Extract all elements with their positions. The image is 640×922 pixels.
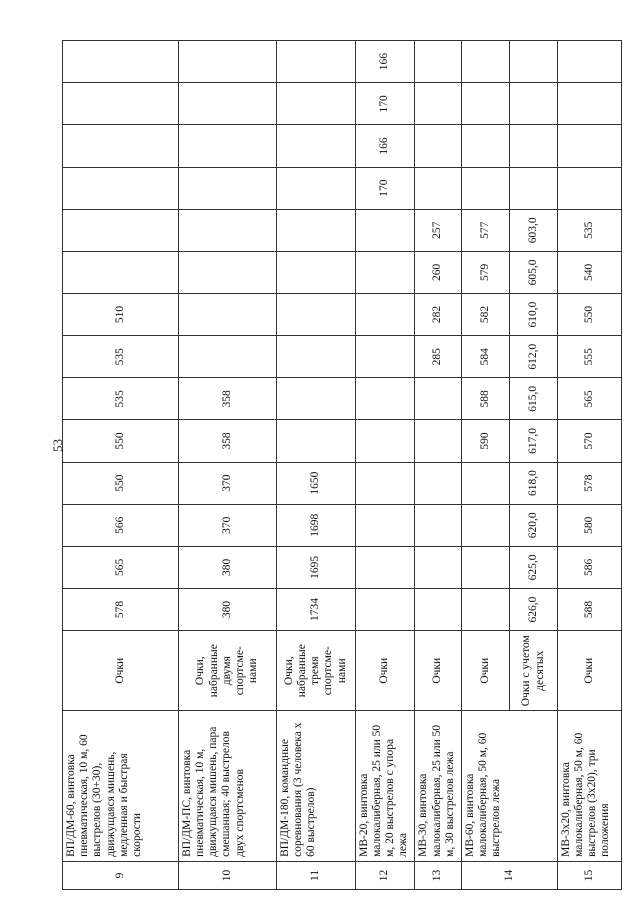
standards-table-wrapper xyxy=(62,40,622,890)
value-cell: 257 xyxy=(415,209,461,251)
table-row xyxy=(277,41,356,890)
discipline-description: ВП/ДМ-60, винтовка пневматическая, 10 м, 60 выстрелов (30+30), движущаяся мишень, медленная и быстрая скорости xyxy=(63,711,179,862)
value-cell xyxy=(415,588,461,630)
value-cell xyxy=(178,125,276,167)
value-cell-tenths: 615,0 xyxy=(510,378,558,420)
value-cell xyxy=(277,293,356,335)
value-cell xyxy=(355,546,415,588)
value-cell: 370 xyxy=(178,504,276,546)
value-cell xyxy=(557,167,621,209)
value-cell xyxy=(178,41,276,83)
value-cell xyxy=(355,336,415,378)
value-cell xyxy=(178,167,276,209)
value-cell: 566 xyxy=(63,504,179,546)
value-cell xyxy=(355,378,415,420)
value-cell: 588 xyxy=(557,588,621,630)
value-cell xyxy=(63,209,179,251)
value-cell xyxy=(415,420,461,462)
value-cell: 565 xyxy=(557,378,621,420)
value-cell-tenths xyxy=(510,167,558,209)
value-cell: 579 xyxy=(461,251,510,293)
value-cell: 380 xyxy=(178,546,276,588)
value-cell xyxy=(415,41,461,83)
row-number: 15 xyxy=(557,861,621,889)
value-cell: 535 xyxy=(557,209,621,251)
value-cell xyxy=(461,504,510,546)
value-cell xyxy=(63,251,179,293)
value-cell: 166 xyxy=(355,125,415,167)
value-cell: 510 xyxy=(63,293,179,335)
table-row xyxy=(415,41,461,890)
value-cell xyxy=(415,378,461,420)
score-type: Очки xyxy=(557,631,621,711)
value-cell xyxy=(461,462,510,504)
value-cell: 370 xyxy=(178,462,276,504)
table-row xyxy=(461,41,510,890)
value-cell-tenths xyxy=(510,41,558,83)
discipline-description: ВП/ДМ-180, командные соревнования (3 человека х 60 выстрелов) xyxy=(277,711,356,862)
value-cell xyxy=(557,125,621,167)
value-cell: 358 xyxy=(178,378,276,420)
value-cell: 358 xyxy=(178,420,276,462)
value-cell: 550 xyxy=(63,420,179,462)
value-cell xyxy=(415,504,461,546)
value-cell xyxy=(461,83,510,125)
value-cell-tenths xyxy=(510,125,558,167)
value-cell: 282 xyxy=(415,293,461,335)
value-cell xyxy=(277,251,356,293)
row-number: 11 xyxy=(277,861,356,889)
value-cell xyxy=(178,293,276,335)
row-number: 13 xyxy=(415,861,461,889)
table-row xyxy=(557,41,621,890)
value-cell: 590 xyxy=(461,420,510,462)
value-cell: 535 xyxy=(63,336,179,378)
value-cell xyxy=(277,336,356,378)
value-cell: 550 xyxy=(557,293,621,335)
row-number: 10 xyxy=(178,861,276,889)
score-type-tenths: Очки с учетом десятых xyxy=(510,631,558,711)
value-cell-tenths: 610,0 xyxy=(510,293,558,335)
page-number: 53 xyxy=(50,439,65,452)
row-number: 14 xyxy=(461,861,557,889)
value-cell-tenths: 625,0 xyxy=(510,546,558,588)
value-cell xyxy=(355,293,415,335)
value-cell-tenths: 620,0 xyxy=(510,504,558,546)
value-cell: 260 xyxy=(415,251,461,293)
value-cell xyxy=(63,167,179,209)
value-cell xyxy=(415,125,461,167)
table-row xyxy=(63,41,179,890)
value-cell: 285 xyxy=(415,336,461,378)
value-cell xyxy=(355,209,415,251)
value-cell xyxy=(178,209,276,251)
value-cell: 380 xyxy=(178,588,276,630)
value-cell: 535 xyxy=(63,378,179,420)
value-cell xyxy=(415,546,461,588)
value-cell: 584 xyxy=(461,336,510,378)
value-cell: 1698 xyxy=(277,504,356,546)
value-cell xyxy=(63,125,179,167)
value-cell: 578 xyxy=(63,588,179,630)
score-type: Очки xyxy=(63,631,179,711)
value-cell xyxy=(178,251,276,293)
value-cell xyxy=(63,41,179,83)
score-type: Очки xyxy=(355,631,415,711)
value-cell xyxy=(461,41,510,83)
value-cell: 540 xyxy=(557,251,621,293)
value-cell xyxy=(355,504,415,546)
value-cell xyxy=(461,167,510,209)
value-cell: 170 xyxy=(355,167,415,209)
value-cell xyxy=(178,336,276,378)
value-cell xyxy=(415,167,461,209)
value-cell: 555 xyxy=(557,336,621,378)
row-number: 9 xyxy=(63,861,179,889)
value-cell: 588 xyxy=(461,378,510,420)
table-row xyxy=(355,41,415,890)
discipline-description: ВП/ДМ-ПС, винтовка пневматическая, 10 м, движущаяся мишень, пара смешанная; 40 выстрелов двух спортсменов xyxy=(178,711,276,862)
value-cell: 580 xyxy=(557,504,621,546)
value-cell: 1650 xyxy=(277,462,356,504)
value-cell: 565 xyxy=(63,546,179,588)
value-cell xyxy=(355,462,415,504)
table-row xyxy=(178,41,276,890)
value-cell xyxy=(277,125,356,167)
value-cell: 1734 xyxy=(277,588,356,630)
value-cell: 570 xyxy=(557,420,621,462)
value-cell: 582 xyxy=(461,293,510,335)
value-cell-tenths xyxy=(510,83,558,125)
value-cell xyxy=(277,209,356,251)
discipline-description: МВ-60, винтовка малокалиберная, 50 м, 60 выстрелов лежа xyxy=(461,711,557,862)
discipline-description: МВ-3х20, винтовка малокалиберная, 50 м, 60 выстрелов (3х20), три положения xyxy=(557,711,621,862)
value-cell xyxy=(277,378,356,420)
value-cell xyxy=(63,83,179,125)
standards-table xyxy=(62,40,622,890)
row-number: 12 xyxy=(355,861,415,889)
value-cell: 1695 xyxy=(277,546,356,588)
value-cell-tenths: 603,0 xyxy=(510,209,558,251)
score-type: Очки xyxy=(461,631,510,711)
value-cell xyxy=(461,588,510,630)
discipline-description: МВ-20, винтовка малокалиберная, 25 или 50 м, 20 выстрелов с упора лежа xyxy=(355,711,415,862)
value-cell-tenths: 626,0 xyxy=(510,588,558,630)
value-cell: 578 xyxy=(557,462,621,504)
value-cell: 577 xyxy=(461,209,510,251)
value-cell xyxy=(557,83,621,125)
value-cell xyxy=(277,167,356,209)
value-cell xyxy=(415,83,461,125)
score-type: Очки, набранные двумя спортсме-нами xyxy=(178,631,276,711)
score-type: Очки, набранные тремя спортсме-нами xyxy=(277,631,356,711)
value-cell xyxy=(355,251,415,293)
discipline-description: МВ-30, винтовка малокалиберная, 25 или 50 м, 30 выстрелов лежа xyxy=(415,711,461,862)
value-cell xyxy=(277,41,356,83)
value-cell-tenths: 605,0 xyxy=(510,251,558,293)
value-cell-tenths: 618,0 xyxy=(510,462,558,504)
value-cell: 586 xyxy=(557,546,621,588)
value-cell xyxy=(461,125,510,167)
value-cell xyxy=(277,420,356,462)
value-cell xyxy=(461,546,510,588)
value-cell xyxy=(277,83,356,125)
value-cell: 170 xyxy=(355,83,415,125)
value-cell xyxy=(178,83,276,125)
value-cell: 166 xyxy=(355,41,415,83)
value-cell xyxy=(355,588,415,630)
value-cell: 550 xyxy=(63,462,179,504)
value-cell xyxy=(355,420,415,462)
score-type: Очки xyxy=(415,631,461,711)
value-cell xyxy=(415,462,461,504)
value-cell xyxy=(557,41,621,83)
value-cell-tenths: 617,0 xyxy=(510,420,558,462)
value-cell-tenths: 612,0 xyxy=(510,336,558,378)
